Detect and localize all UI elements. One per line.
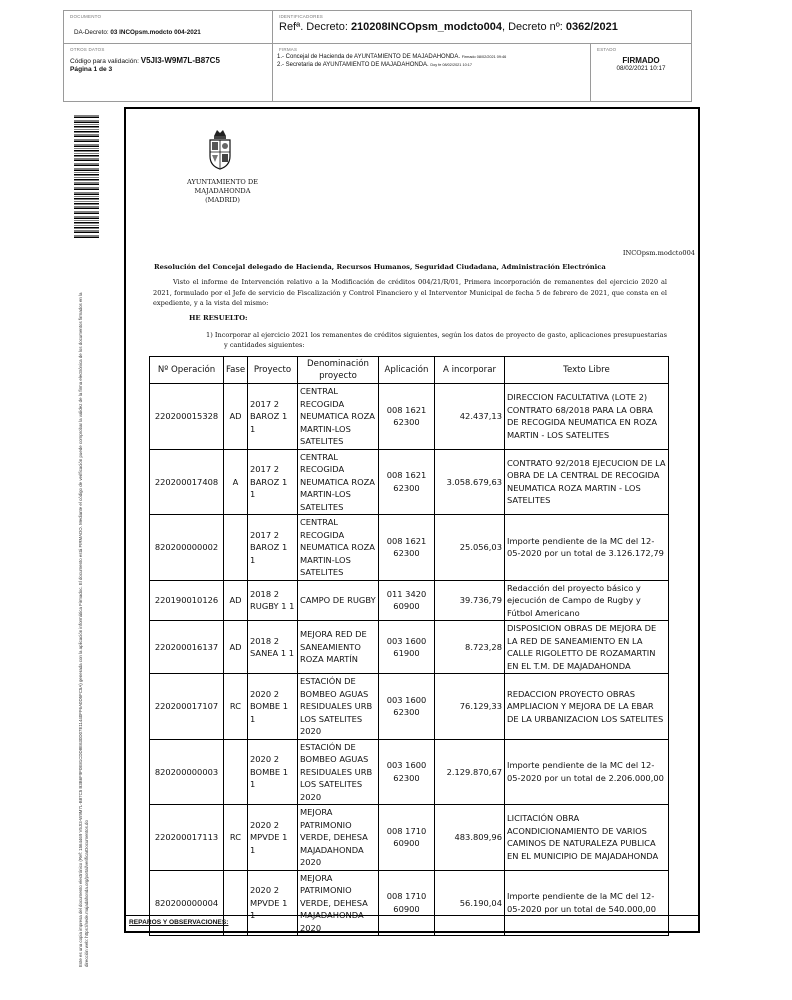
firma-1-date: Firmado 08/02/2021 09:46	[461, 55, 507, 59]
otros-caption: OTROS DATOS	[70, 47, 105, 52]
table-cell: Importe pendiente de la MC del 12-05-2020 por un total de 3.126.172,79	[505, 515, 669, 581]
table-cell: 003 1600 61900	[379, 621, 435, 674]
firmas-caption: FIRMAS	[279, 47, 298, 52]
table-cell: 3.058.679,63	[435, 449, 505, 515]
documento-cell	[64, 11, 273, 43]
table-cell: 56.190,04	[435, 870, 505, 936]
table-cell: 220190010126	[150, 580, 224, 621]
table-cell: Importe pendiente de la MC del 12-05-2020 por un total de 2.206.000,00	[505, 739, 669, 805]
intro-paragraph: Visto el informe de Intervención relativo a la Modificación de créditos 004/21/R/01, Primera incorporación de remanentes del ejercicio 2020 al 2021, formulado por el Jefe de servicio de Fiscalización y Control Financiero y el Interventor Municipal de fecha 5 de febrero de 2021, que consta en el expediente, y a la vista del mismo:	[153, 278, 667, 307]
validacion-code: V5JI3-W9M7L-B87C5	[140, 56, 220, 65]
table-cell: 2017 2 BAROZ 1 1	[248, 449, 298, 515]
table-header-cell: Fase	[224, 357, 248, 384]
table-cell: ESTACIÓN DE BOMBEO AGUAS RESIDUALES URB LOS SATELITES 2020	[298, 674, 379, 740]
otros-datos-cell	[64, 44, 273, 101]
table-cell: AD	[224, 580, 248, 621]
table-cell: 25.056,03	[435, 515, 505, 581]
table-header-cell: Texto Libre	[505, 357, 669, 384]
table-cell: 008 1710 60900	[379, 805, 435, 871]
firma-2-text: 2.- Secretaria de AYUNTAMIENTO DE MAJADAHONDA.	[277, 62, 429, 68]
table-row	[150, 805, 669, 871]
table-cell: MEJORA PATRIMONIO VERDE, DEHESA MAJADAHONDA 2020	[298, 805, 379, 871]
table-cell: CENTRAL RECOGIDA NEUMATICA ROZA MARTIN-LOS SATELITES	[298, 449, 379, 515]
table-cell: 2020 2 BOMBE 1 1	[248, 674, 298, 740]
table-cell: 820200000004	[150, 870, 224, 936]
table-cell: MEJORA PATRIMONIO VERDE, DEHESA MAJADAHONDA 2020	[298, 870, 379, 936]
table-cell: ESTACIÓN DE BOMBEO AGUAS RESIDUALES URB LOS SATELITES 2020	[298, 739, 379, 805]
validacion-line	[70, 56, 220, 65]
table-cell: 820200000003	[150, 739, 224, 805]
table-cell: 8.723,28	[435, 621, 505, 674]
firma-1-text: 1.- Concejal de Hacienda de AYUNTAMIENTO DE MAJADAHONDA.	[277, 54, 461, 60]
firma-2	[277, 62, 472, 68]
table-cell: 220200017113	[150, 805, 224, 871]
item-1-text: 1) Incorporar al ejercicio 2021 los remanentes de créditos siguientes, según los datos de proyecto de gasto, aplicaciones presupuestarias y cantidades siguientes:	[206, 331, 667, 349]
logo-line-3: (MADRID)	[205, 196, 240, 204]
table-cell: CAMPO DE RUGBY	[298, 580, 379, 621]
table-cell: CENTRAL RECOGIDA NEUMATICA ROZA MARTIN-LOS SATELITES	[298, 384, 379, 450]
table-cell: 008 1621 62300	[379, 384, 435, 450]
firma-2-date: Doy fe 08/02/2021 10:17	[430, 63, 472, 67]
documento-caption: DOCUMENTO	[70, 14, 102, 19]
ayuntamiento-logo-text	[175, 178, 270, 205]
table-cell: 011 3420 60900	[379, 580, 435, 621]
table-cell: 220200017408	[150, 449, 224, 515]
table-cell: DIRECCION FACULTATIVA (LOTE 2) CONTRATO 68/2018 PARA LA OBRA DE RECOGIDA NEUMATICA EN ROZA MARTIN - LOS SATELITES	[505, 384, 669, 450]
table-cell: A	[224, 449, 248, 515]
estado-cell	[591, 44, 691, 101]
estado-date: 08/02/2021 10:17	[616, 65, 666, 72]
table-cell: CONTRATO 92/2018 EJECUCION DE LA OBRA DE LA CENTRAL DE RECOGIDA NEUMATICA ROZA MARTIN - LOS SATELITES	[505, 449, 669, 515]
table-cell: 2017 2 BAROZ 1 1	[248, 384, 298, 450]
table-cell: AD	[224, 621, 248, 674]
remanentes-table	[149, 356, 669, 936]
documento-prefix: DA-Decreto:	[74, 29, 111, 36]
table-cell: 2020 2 BOMBE 1 1	[248, 739, 298, 805]
table-cell: 2018 2 RUGBY 1 1	[248, 580, 298, 621]
table-cell: 003 1600 62300	[379, 739, 435, 805]
table-header-cell: Denominación proyecto	[298, 357, 379, 384]
he-resuelto-heading: HE RESUELTO:	[189, 314, 248, 322]
table-row	[150, 515, 669, 581]
reparos-label: REPAROS Y OBSERVACIONES:	[126, 915, 698, 931]
table-cell: 008 1621 62300	[379, 449, 435, 515]
table-header-row	[150, 357, 669, 384]
table-row	[150, 621, 669, 674]
table-row	[150, 449, 669, 515]
table-cell: 2020 2 MPVDE 1 1	[248, 805, 298, 871]
identificadores-value	[279, 21, 618, 33]
table-cell: RC	[224, 674, 248, 740]
table-cell: Importe pendiente de la MC del 12-05-2020 por un total de 540.000,00	[505, 870, 669, 936]
pagina-label: Página 1 de 3	[70, 66, 113, 73]
table-cell: RC	[224, 805, 248, 871]
document-reference: INCOpsm.modcto004	[622, 249, 695, 257]
table-cell: 220200017107	[150, 674, 224, 740]
firmas-cell	[273, 44, 591, 101]
table-cell: 008 1621 62300	[379, 515, 435, 581]
table-header-cell: Aplicación	[379, 357, 435, 384]
table-body	[150, 384, 669, 936]
table-cell: 220200016137	[150, 621, 224, 674]
table-cell: LICITACIÓN OBRA ACONDICIONAMIENTO DE VARIOS CAMINOS DE NATURALEZA PUBLICA EN EL MUNICIPIO DE MAJADAHONDA	[505, 805, 669, 871]
resolution-title: Resolución del Concejal delegado de Hacienda, Recursos Humanos, Seguridad Ciudadana, Administración Electrónica	[154, 263, 606, 271]
table-cell: 220200015328	[150, 384, 224, 450]
table-cell	[224, 515, 248, 581]
table-cell: 820200000002	[150, 515, 224, 581]
table-cell: MEJORA RED DE SANEAMIENTO ROZA MARTÍN	[298, 621, 379, 674]
table-cell: 42.437,13	[435, 384, 505, 450]
ident-number: 0362/2021	[565, 21, 618, 33]
table-cell: 003 1600 62300	[379, 674, 435, 740]
table-row	[150, 384, 669, 450]
table-cell: DISPOSICION OBRAS DE MEJORA DE LA RED DE SANEAMIENTO EN LA CALLE RIGOLETTO DE ROZAMARTIN EN EL T.M. DE MAJADAHONDA	[505, 621, 669, 674]
identificadores-cell	[273, 11, 691, 43]
table-header-cell: Proyecto	[248, 357, 298, 384]
logo-line-2: MAJADAHONDA	[194, 187, 251, 195]
table-row	[150, 739, 669, 805]
table-header-cell: A incorporar	[435, 357, 505, 384]
barcode-image	[74, 113, 99, 238]
identificadores-caption: IDENTIFICADORES	[279, 14, 324, 19]
table-header-cell: Nº Operación	[150, 357, 224, 384]
firma-1	[277, 54, 506, 60]
crest-icon	[205, 126, 235, 170]
table-row	[150, 580, 669, 621]
validacion-label: Código para validación:	[70, 58, 141, 65]
ident-prefix: Refª. Decreto:	[279, 21, 351, 33]
header-row-1	[63, 10, 692, 44]
table-cell: 2020 2 MPVDE 1 1	[248, 870, 298, 936]
estado-value: FIRMADO	[622, 56, 660, 65]
table-cell: 2.129.870,67	[435, 739, 505, 805]
documento-id: 03 INCOpsm.modcto 004-2021	[110, 29, 201, 36]
table-row	[150, 674, 669, 740]
table-cell: 76.129,33	[435, 674, 505, 740]
ident-mid: , Decreto nº:	[501, 21, 566, 33]
table-cell: 2018 2 SANEA 1 1	[248, 621, 298, 674]
documento-value	[74, 29, 201, 36]
table-cell: Redacción del proyecto básico y ejecución de Campo de Rugby y Fútbol Americano	[505, 580, 669, 621]
estado-caption: ESTADO	[597, 47, 617, 52]
table-cell: 008 1710 60900	[379, 870, 435, 936]
ident-ref: 210208INCOpsm_modcto004	[350, 21, 502, 33]
header-row-2	[63, 44, 692, 102]
side-verification-text: Este es una copia impresa del documento electrónico (Ref: 1564469 V5JI3-W9M7L-B87C5 B3B6F9F0E81CDD8E630D07E11440FF6A0D5FC5A) generada con la aplicación informática Firmadoc. El documento está FIRMADO. Mediante el código de verificación puede comprobar la validez de la firma electrónica de los documentos firmados en la dirección web: https://sede.majadahonda.org/portal/verificarDocumentos.do	[78, 292, 89, 967]
table-cell	[224, 739, 248, 805]
table-cell: REDACCION PROYECTO OBRAS AMPLIACION Y MEJORA DE LA EBAR DE LA URBANIZACION LOS SATELITES	[505, 674, 669, 740]
table-cell: AD	[224, 384, 248, 450]
table-cell: CENTRAL RECOGIDA NEUMATICA ROZA MARTIN-LOS SATELITES	[298, 515, 379, 581]
table-cell: 2017 2 BAROZ 1 1	[248, 515, 298, 581]
logo-line-1: AYUNTAMIENTO DE	[187, 178, 258, 186]
table-cell: 483.809,96	[435, 805, 505, 871]
table-cell: 39.736,79	[435, 580, 505, 621]
